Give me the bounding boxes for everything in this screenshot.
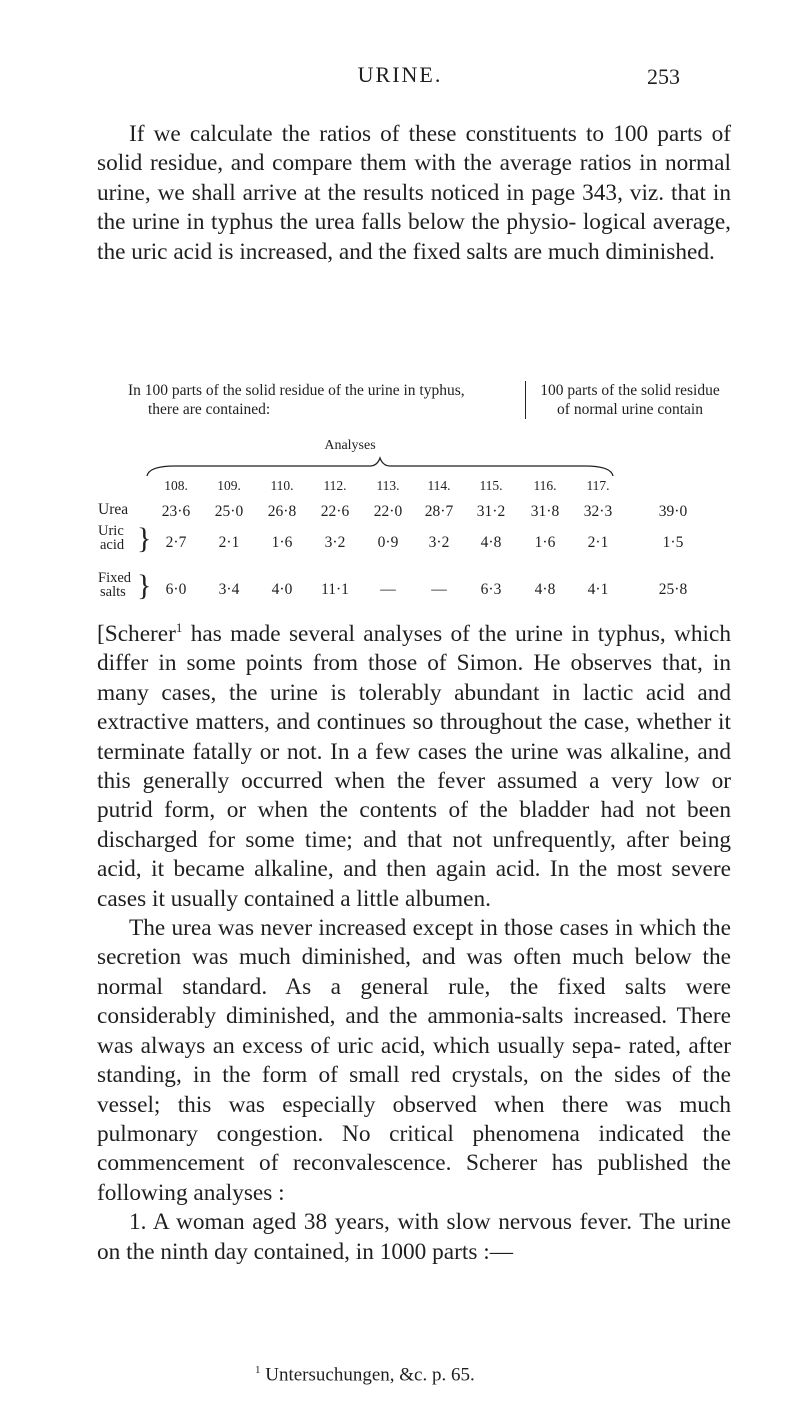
- page-header: [0, 62, 800, 102]
- normal-urine-cell: 39·0: [658, 503, 688, 520]
- analyses-label: Analyses: [324, 438, 376, 453]
- table-caption-right: 100 parts of the solid residue of normal urine contain: [525, 381, 725, 419]
- table-cell: 26·8: [267, 503, 297, 520]
- intro-paragraph-block: [97, 120, 731, 267]
- table-cell: 22·0: [373, 503, 403, 520]
- footnote-marker: 1: [255, 1364, 261, 1376]
- table-row-label: [98, 571, 131, 599]
- table-cell: 25·0: [214, 503, 244, 520]
- table-caption-left: [128, 381, 518, 419]
- running-head: URINE.: [357, 62, 443, 87]
- analysis-column-heading: 116.: [533, 478, 557, 493]
- scherer-paragraph-2: The urea was never increased except in those cases in which the secretion was much diminished, and was often much below the normal standard. As a general rule, the fixed salts were considerably diminished, and the ammonia-salts increased. There was always an excess of uric acid, which usually sepa- rated, after standing, in the form of small red crystals, on the sides of the vessel; this was especially observed when there was much pulmonary congestion. No critical phenomena indicated the commencement of reconvalescence. Scherer has published the following analyses :: [97, 915, 731, 1206]
- scherer-paragraph-1: [97, 620, 731, 914]
- scherer-paragraph-1-text: has made several analyses of the urine in typhus, which differ in some points from those of Simon. He observes that, in many cases, the urine is tolerably abundant in lactic acid and extractive matters, and continues so throughout the case, whether it terminate fatally or not. In a few cases the urine was alkaline, and this generally occurred when the fever assumed a very low or putrid form, or when the contents of the bladder had not been discharged for some time; and that not unfrequently, after being acid, it became alkaline, and then again acid. In the most severe cases it usually contained a little albumen.: [97, 621, 731, 912]
- intro-paragraph: If we calculate the ratios of these constituents to 100 parts of solid residue, and compare them with the average ratios in normal urine, we shall arrive at the results noticed in page 343, viz. that in the urine in typhus the urea falls below the physio- logical average, the uric acid is increased, and the fixed salts are much diminished.: [97, 121, 731, 265]
- analysis-column-heading: 112.: [323, 478, 347, 493]
- row-label-line2: acid: [100, 537, 125, 553]
- table-row-label: [98, 503, 128, 517]
- row-label-brace: }: [137, 569, 152, 602]
- caption-left-line1: In 100 parts of the solid residue of the urine in typhus,: [128, 382, 465, 399]
- table-cell: 4·1: [587, 581, 609, 598]
- table-row-label: [98, 524, 124, 552]
- table-cell: 6·3: [480, 581, 502, 598]
- table-cell: 0·9: [377, 534, 399, 551]
- footnote-reference: 1: [175, 620, 183, 636]
- scherer-paragraph-3: 1. A woman aged 38 years, with slow nervous fever. The urine on the ninth day contained, in 1000 parts :—: [97, 1209, 731, 1265]
- table-cell: 31·2: [476, 503, 506, 520]
- table-cell: 23·6: [161, 503, 191, 520]
- table-cell: 32·3: [583, 503, 613, 520]
- normal-urine-cell: 1·5: [662, 534, 684, 551]
- normal-urine-cell: 25·8: [658, 581, 688, 598]
- analysis-column-heading: 115.: [479, 478, 503, 493]
- table-cell: —: [380, 581, 396, 598]
- table-cell: 2·1: [218, 534, 240, 551]
- analysis-column-heading: 117.: [586, 478, 610, 493]
- table-cell: 2·1: [587, 534, 609, 551]
- table-cell: 28·7: [424, 503, 454, 520]
- table-cell: 3·2: [324, 534, 346, 551]
- table-cell: 3·2: [428, 534, 450, 551]
- table-cell: 4·8: [480, 534, 502, 551]
- scherer-text-block: [97, 620, 731, 1267]
- table-cell: 4·0: [271, 581, 293, 598]
- analysis-column-heading: 109.: [217, 478, 241, 493]
- footnote-text: Untersuchungen, &c. p. 65.: [265, 1364, 475, 1386]
- table-cell: 11·1: [321, 581, 349, 598]
- footnote: [255, 1364, 705, 1386]
- scherer-opening: [Scherer: [97, 621, 176, 647]
- table-cell: —: [431, 581, 447, 598]
- table-cell: 3·4: [218, 581, 240, 598]
- row-label-line2: salts: [100, 584, 126, 600]
- analysis-column-heading: 113.: [376, 478, 400, 493]
- table-cell: 1·6: [534, 534, 556, 551]
- table-cell: 22·6: [320, 503, 350, 520]
- caption-left-line2: there are contained:: [148, 401, 271, 418]
- analysis-column-heading: 108.: [164, 478, 188, 493]
- row-label-line1: Uric: [98, 523, 124, 539]
- page-number: 253: [647, 64, 680, 89]
- analyses-brace: [145, 456, 615, 478]
- analysis-column-heading: 110.: [270, 478, 294, 493]
- analysis-column-heading: 114.: [427, 478, 451, 493]
- table-cell: 6·0: [165, 581, 187, 598]
- table-cell: 31·8: [530, 503, 560, 520]
- row-label-line1: Urea: [98, 501, 129, 518]
- table-cell: 1·6: [271, 534, 293, 551]
- table-cell: 4·8: [534, 581, 556, 598]
- row-label-line1: Fixed: [98, 570, 132, 586]
- row-label-brace: }: [137, 522, 152, 555]
- table-cell: 2·7: [165, 534, 187, 551]
